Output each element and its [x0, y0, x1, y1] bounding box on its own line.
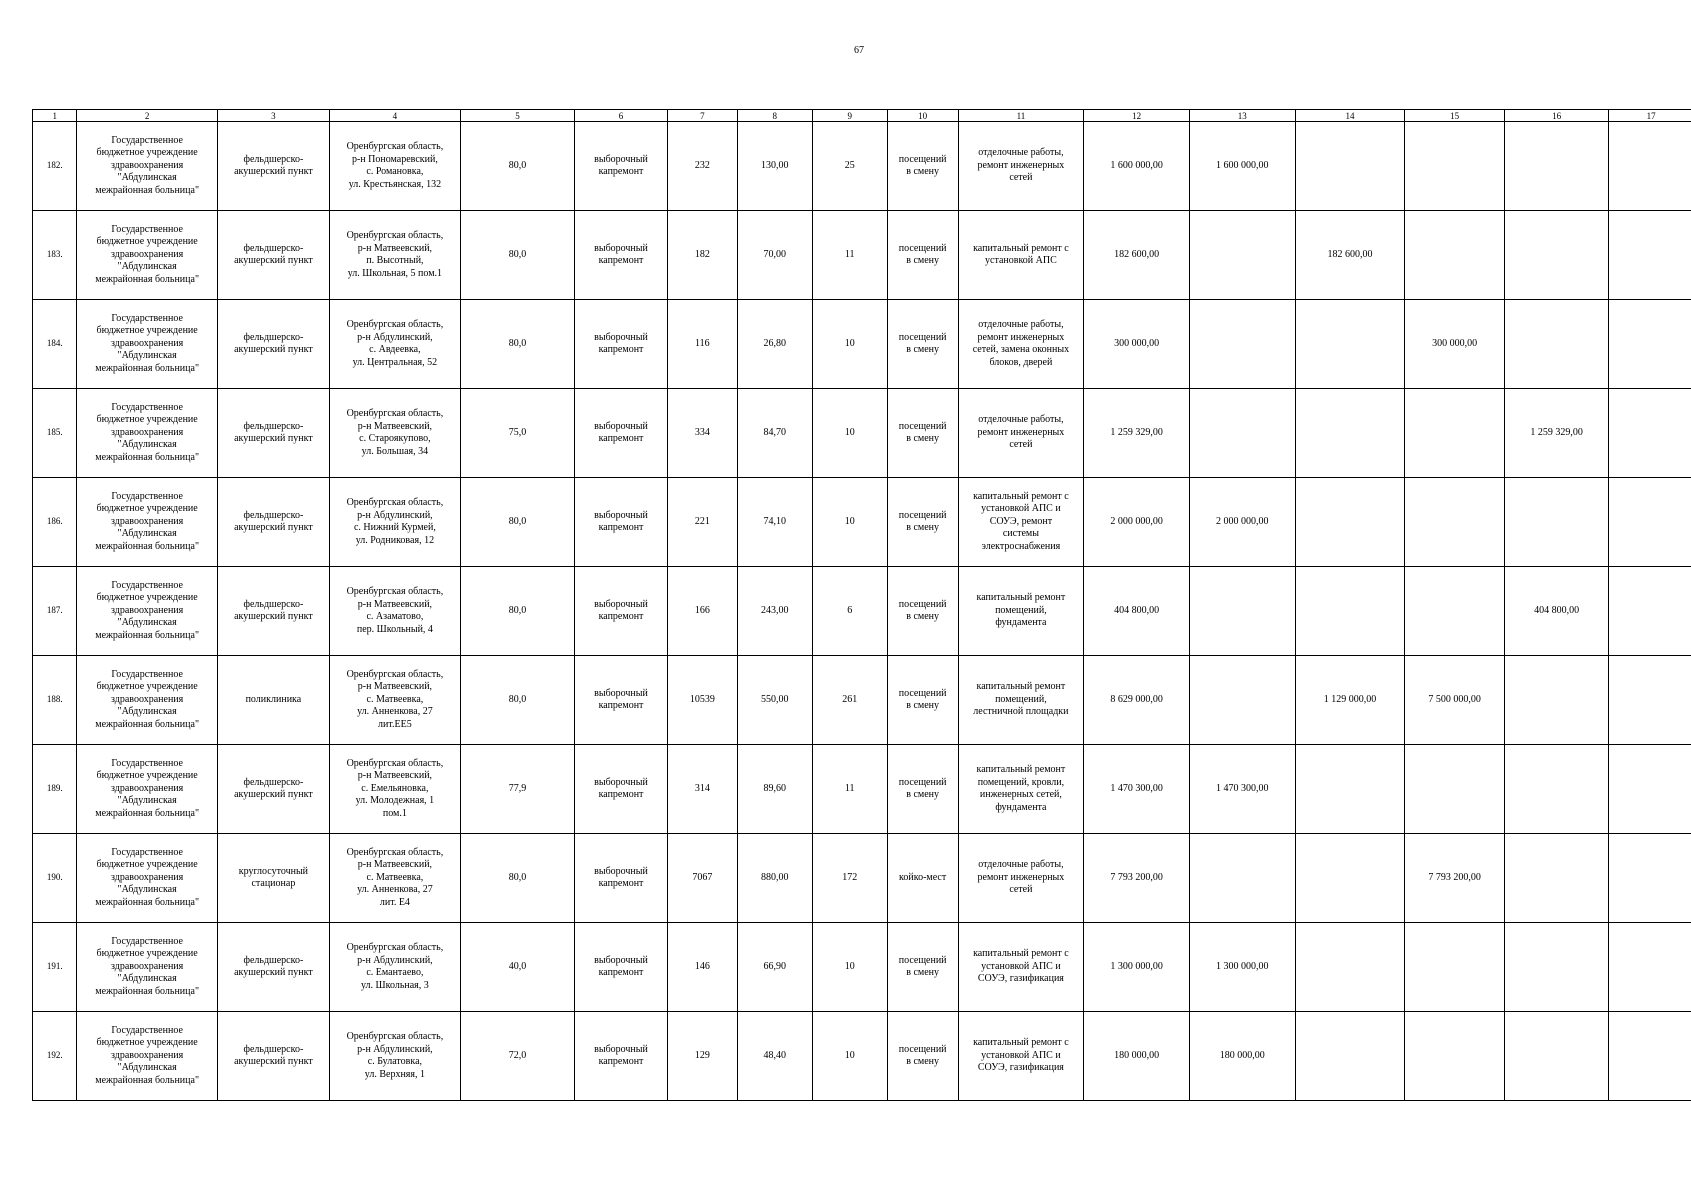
- year-cost-cell: [1504, 745, 1609, 834]
- total-cost-cell: 1 470 300,00: [1084, 745, 1190, 834]
- year-cost-cell: [1189, 300, 1295, 389]
- year-cost-cell: [1609, 300, 1691, 389]
- table-row: [33, 834, 1691, 923]
- area-cell: 89,60: [737, 745, 812, 834]
- wear-percent-cell: 72,0: [460, 1012, 574, 1101]
- year-cost-cell: [1504, 656, 1609, 745]
- year-cost-cell: [1295, 389, 1405, 478]
- year-cost-cell: [1405, 567, 1504, 656]
- total-cost-cell: 182 600,00: [1084, 211, 1190, 300]
- col7-value-cell: 146: [667, 923, 737, 1012]
- total-cost-cell: 180 000,00: [1084, 1012, 1190, 1101]
- capacity-cell: 172: [812, 834, 887, 923]
- row-number-cell: 190.: [33, 834, 77, 923]
- repair-register-table: [32, 109, 1691, 1101]
- year-cost-cell: [1295, 923, 1405, 1012]
- facility-type-cell: фельдшерско- акушерский пункт: [217, 923, 329, 1012]
- area-cell: 880,00: [737, 834, 812, 923]
- row-number-cell: 192.: [33, 1012, 77, 1101]
- year-cost-cell: [1504, 923, 1609, 1012]
- col7-value-cell: 334: [667, 389, 737, 478]
- col7-value-cell: 116: [667, 300, 737, 389]
- column-number: 15: [1405, 110, 1504, 122]
- area-cell: 74,10: [737, 478, 812, 567]
- capacity-cell: 10: [812, 478, 887, 567]
- column-number: 12: [1084, 110, 1190, 122]
- institution-cell: Государственное бюджетное учреждение здравоохранения "Абдулинская межрайонная больница": [77, 300, 218, 389]
- column-number: 2: [77, 110, 218, 122]
- wear-percent-cell: 77,9: [460, 745, 574, 834]
- year-cost-cell: [1504, 834, 1609, 923]
- row-number-cell: 188.: [33, 656, 77, 745]
- repair-type-cell: выборочный капремонт: [575, 1012, 668, 1101]
- col7-value-cell: 129: [667, 1012, 737, 1101]
- row-number-cell: 185.: [33, 389, 77, 478]
- year-cost-cell: 7 793 200,00: [1405, 834, 1504, 923]
- wear-percent-cell: 80,0: [460, 300, 574, 389]
- row-number-cell: 182.: [33, 122, 77, 211]
- works-description-cell: отделочные работы, ремонт инженерных сетей: [958, 389, 1084, 478]
- col7-value-cell: 182: [667, 211, 737, 300]
- institution-cell: Государственное бюджетное учреждение здравоохранения "Абдулинская межрайонная больница": [77, 923, 218, 1012]
- column-number: 14: [1295, 110, 1405, 122]
- col7-value-cell: 232: [667, 122, 737, 211]
- table-row: [33, 389, 1691, 478]
- table-row: [33, 567, 1691, 656]
- address-cell: Оренбургская область, р-н Абдулинский, с. Емантаево, ул. Школьная, 3: [329, 923, 460, 1012]
- capacity-cell: 11: [812, 211, 887, 300]
- works-description-cell: капитальный ремонт с установкой АПС и СОУЭ, газификация: [958, 1012, 1084, 1101]
- repair-type-cell: выборочный капремонт: [575, 300, 668, 389]
- year-cost-cell: [1609, 478, 1691, 567]
- column-number: 6: [575, 110, 668, 122]
- capacity-unit-cell: койко-мест: [887, 834, 958, 923]
- facility-type-cell: фельдшерско- акушерский пункт: [217, 300, 329, 389]
- col7-value-cell: 7067: [667, 834, 737, 923]
- column-number-row: [33, 110, 1691, 122]
- year-cost-cell: [1405, 122, 1504, 211]
- table-row: [33, 211, 1691, 300]
- capacity-cell: 261: [812, 656, 887, 745]
- address-cell: Оренбургская область, р-н Матвеевский, с. Староякупово, ул. Большая, 34: [329, 389, 460, 478]
- address-cell: Оренбургская область, р-н Абдулинский, с. Авдеевка, ул. Центральная, 52: [329, 300, 460, 389]
- institution-cell: Государственное бюджетное учреждение здравоохранения "Абдулинская межрайонная больница": [77, 211, 218, 300]
- repair-type-cell: выборочный капремонт: [575, 478, 668, 567]
- column-number: 9: [812, 110, 887, 122]
- year-cost-cell: [1504, 211, 1609, 300]
- area-cell: 48,40: [737, 1012, 812, 1101]
- institution-cell: Государственное бюджетное учреждение здравоохранения "Абдулинская межрайонная больница": [77, 478, 218, 567]
- year-cost-cell: 300 000,00: [1405, 300, 1504, 389]
- area-cell: 26,80: [737, 300, 812, 389]
- year-cost-cell: [1295, 478, 1405, 567]
- repair-type-cell: выборочный капремонт: [575, 745, 668, 834]
- year-cost-cell: [1189, 389, 1295, 478]
- year-cost-cell: 2 000 000,00: [1189, 478, 1295, 567]
- year-cost-cell: 1 470 300,00: [1189, 745, 1295, 834]
- wear-percent-cell: 80,0: [460, 567, 574, 656]
- works-description-cell: капитальный ремонт с установкой АПС и СОУЭ, газификация: [958, 923, 1084, 1012]
- address-cell: Оренбургская область, р-н Матвеевский, п. Высотный, ул. Школьная, 5 пом.1: [329, 211, 460, 300]
- institution-cell: Государственное бюджетное учреждение здравоохранения "Абдулинская межрайонная больница": [77, 834, 218, 923]
- year-cost-cell: [1189, 834, 1295, 923]
- column-number: 17: [1609, 110, 1691, 122]
- institution-cell: Государственное бюджетное учреждение здравоохранения "Абдулинская межрайонная больница": [77, 567, 218, 656]
- address-cell: Оренбургская область, р-н Абдулинский, с. Нижний Курмей, ул. Родниковая, 12: [329, 478, 460, 567]
- repair-type-cell: выборочный капремонт: [575, 389, 668, 478]
- wear-percent-cell: 75,0: [460, 389, 574, 478]
- year-cost-cell: [1504, 122, 1609, 211]
- year-cost-cell: [1405, 478, 1504, 567]
- year-cost-cell: 1 259 329,00: [1504, 389, 1609, 478]
- table-row: [33, 656, 1691, 745]
- year-cost-cell: [1295, 745, 1405, 834]
- capacity-cell: 10: [812, 389, 887, 478]
- year-cost-cell: [1609, 923, 1691, 1012]
- year-cost-cell: [1609, 211, 1691, 300]
- year-cost-cell: [1189, 567, 1295, 656]
- wear-percent-cell: 80,0: [460, 834, 574, 923]
- capacity-cell: 10: [812, 923, 887, 1012]
- year-cost-cell: 1 129 000,00: [1295, 656, 1405, 745]
- table-body: [33, 122, 1691, 1101]
- capacity-unit-cell: посещений в смену: [887, 478, 958, 567]
- facility-type-cell: фельдшерско- акушерский пункт: [217, 1012, 329, 1101]
- capacity-unit-cell: посещений в смену: [887, 745, 958, 834]
- table-row: [33, 1012, 1691, 1101]
- institution-cell: Государственное бюджетное учреждение здравоохранения "Абдулинская межрайонная больница": [77, 656, 218, 745]
- facility-type-cell: фельдшерско- акушерский пункт: [217, 389, 329, 478]
- page-number: 67: [854, 45, 864, 56]
- repair-type-cell: выборочный капремонт: [575, 834, 668, 923]
- table-row: [33, 923, 1691, 1012]
- address-cell: Оренбургская область, р-н Пономаревский, с. Романовка, ул. Крестьянская, 132: [329, 122, 460, 211]
- year-cost-cell: [1405, 211, 1504, 300]
- col7-value-cell: 166: [667, 567, 737, 656]
- year-cost-cell: [1295, 834, 1405, 923]
- area-cell: 70,00: [737, 211, 812, 300]
- table-row: [33, 300, 1691, 389]
- capacity-unit-cell: посещений в смену: [887, 122, 958, 211]
- year-cost-cell: 1 300 000,00: [1189, 923, 1295, 1012]
- wear-percent-cell: 80,0: [460, 122, 574, 211]
- total-cost-cell: 1 259 329,00: [1084, 389, 1190, 478]
- year-cost-cell: [1609, 1012, 1691, 1101]
- capacity-unit-cell: посещений в смену: [887, 923, 958, 1012]
- row-number-cell: 187.: [33, 567, 77, 656]
- year-cost-cell: 180 000,00: [1189, 1012, 1295, 1101]
- column-number: 8: [737, 110, 812, 122]
- year-cost-cell: 7 500 000,00: [1405, 656, 1504, 745]
- address-cell: Оренбургская область, р-н Абдулинский, с. Булатовка, ул. Верхняя, 1: [329, 1012, 460, 1101]
- repair-type-cell: выборочный капремонт: [575, 923, 668, 1012]
- row-number-cell: 186.: [33, 478, 77, 567]
- row-number-cell: 189.: [33, 745, 77, 834]
- institution-cell: Государственное бюджетное учреждение здравоохранения "Абдулинская межрайонная больница": [77, 1012, 218, 1101]
- repair-type-cell: выборочный капремонт: [575, 122, 668, 211]
- year-cost-cell: [1504, 478, 1609, 567]
- year-cost-cell: [1405, 1012, 1504, 1101]
- works-description-cell: капитальный ремонт помещений, кровли, инженерных сетей, фундамента: [958, 745, 1084, 834]
- column-number: 13: [1189, 110, 1295, 122]
- year-cost-cell: [1295, 300, 1405, 389]
- works-description-cell: отделочные работы, ремонт инженерных сетей, замена оконных блоков, дверей: [958, 300, 1084, 389]
- works-description-cell: капитальный ремонт помещений, фундамента: [958, 567, 1084, 656]
- year-cost-cell: [1295, 1012, 1405, 1101]
- facility-type-cell: фельдшерско- акушерский пункт: [217, 567, 329, 656]
- capacity-cell: 10: [812, 1012, 887, 1101]
- year-cost-cell: [1189, 211, 1295, 300]
- capacity-cell: 25: [812, 122, 887, 211]
- repair-type-cell: выборочный капремонт: [575, 211, 668, 300]
- col7-value-cell: 10539: [667, 656, 737, 745]
- year-cost-cell: [1609, 389, 1691, 478]
- capacity-unit-cell: посещений в смену: [887, 656, 958, 745]
- year-cost-cell: [1609, 122, 1691, 211]
- facility-type-cell: фельдшерско- акушерский пункт: [217, 122, 329, 211]
- area-cell: 84,70: [737, 389, 812, 478]
- institution-cell: Государственное бюджетное учреждение здравоохранения "Абдулинская межрайонная больница": [77, 745, 218, 834]
- institution-cell: Государственное бюджетное учреждение здравоохранения "Абдулинская межрайонная больница": [77, 122, 218, 211]
- works-description-cell: капитальный ремонт с установкой АПС и СОУЭ, ремонт системы электроснабжения: [958, 478, 1084, 567]
- column-number: 5: [460, 110, 574, 122]
- row-number-cell: 184.: [33, 300, 77, 389]
- year-cost-cell: [1504, 1012, 1609, 1101]
- area-cell: 130,00: [737, 122, 812, 211]
- works-description-cell: капитальный ремонт с установкой АПС: [958, 211, 1084, 300]
- year-cost-cell: [1295, 122, 1405, 211]
- address-cell: Оренбургская область, р-н Матвеевский, с. Матвеевка, ул. Анненкова, 27 лит. Е4: [329, 834, 460, 923]
- wear-percent-cell: 80,0: [460, 656, 574, 745]
- wear-percent-cell: 40,0: [460, 923, 574, 1012]
- capacity-unit-cell: посещений в смену: [887, 1012, 958, 1101]
- address-cell: Оренбургская область, р-н Матвеевский, с. Емельяновка, ул. Молодежная, 1 пом.1: [329, 745, 460, 834]
- year-cost-cell: 1 600 000,00: [1189, 122, 1295, 211]
- year-cost-cell: [1295, 567, 1405, 656]
- column-number: 3: [217, 110, 329, 122]
- total-cost-cell: 2 000 000,00: [1084, 478, 1190, 567]
- year-cost-cell: [1189, 656, 1295, 745]
- facility-type-cell: фельдшерско- акушерский пункт: [217, 211, 329, 300]
- column-number: 4: [329, 110, 460, 122]
- row-number-cell: 191.: [33, 923, 77, 1012]
- total-cost-cell: 1 600 000,00: [1084, 122, 1190, 211]
- repair-type-cell: выборочный капремонт: [575, 656, 668, 745]
- institution-cell: Государственное бюджетное учреждение здравоохранения "Абдулинская межрайонная больница": [77, 389, 218, 478]
- area-cell: 243,00: [737, 567, 812, 656]
- row-number-cell: 183.: [33, 211, 77, 300]
- table-row: [33, 478, 1691, 567]
- year-cost-cell: 404 800,00: [1504, 567, 1609, 656]
- col7-value-cell: 221: [667, 478, 737, 567]
- capacity-cell: 10: [812, 300, 887, 389]
- facility-type-cell: фельдшерско- акушерский пункт: [217, 745, 329, 834]
- facility-type-cell: фельдшерско- акушерский пункт: [217, 478, 329, 567]
- column-number: 7: [667, 110, 737, 122]
- column-number: 16: [1504, 110, 1609, 122]
- facility-type-cell: поликлиника: [217, 656, 329, 745]
- total-cost-cell: 8 629 000,00: [1084, 656, 1190, 745]
- area-cell: 66,90: [737, 923, 812, 1012]
- repair-type-cell: выборочный капремонт: [575, 567, 668, 656]
- area-cell: 550,00: [737, 656, 812, 745]
- year-cost-cell: [1405, 389, 1504, 478]
- column-number: 1: [33, 110, 77, 122]
- capacity-cell: 6: [812, 567, 887, 656]
- total-cost-cell: 404 800,00: [1084, 567, 1190, 656]
- capacity-unit-cell: посещений в смену: [887, 211, 958, 300]
- address-cell: Оренбургская область, р-н Матвеевский, с. Азаматово, пер. Школьный, 4: [329, 567, 460, 656]
- column-number: 11: [958, 110, 1084, 122]
- table-row: [33, 745, 1691, 834]
- year-cost-cell: [1405, 745, 1504, 834]
- total-cost-cell: 7 793 200,00: [1084, 834, 1190, 923]
- total-cost-cell: 300 000,00: [1084, 300, 1190, 389]
- address-cell: Оренбургская область, р-н Матвеевский, с. Матвеевка, ул. Анненкова, 27 лит.ЕЕ5: [329, 656, 460, 745]
- year-cost-cell: [1405, 923, 1504, 1012]
- capacity-cell: 11: [812, 745, 887, 834]
- year-cost-cell: [1609, 834, 1691, 923]
- works-description-cell: отделочные работы, ремонт инженерных сетей: [958, 834, 1084, 923]
- year-cost-cell: [1504, 300, 1609, 389]
- capacity-unit-cell: посещений в смену: [887, 300, 958, 389]
- works-description-cell: отделочные работы, ремонт инженерных сетей: [958, 122, 1084, 211]
- year-cost-cell: [1609, 745, 1691, 834]
- facility-type-cell: круглосуточный стационар: [217, 834, 329, 923]
- table-row: [33, 122, 1691, 211]
- column-number: 10: [887, 110, 958, 122]
- col7-value-cell: 314: [667, 745, 737, 834]
- year-cost-cell: 182 600,00: [1295, 211, 1405, 300]
- wear-percent-cell: 80,0: [460, 478, 574, 567]
- capacity-unit-cell: посещений в смену: [887, 567, 958, 656]
- year-cost-cell: [1609, 656, 1691, 745]
- works-description-cell: капитальный ремонт помещений, лестничной площадки: [958, 656, 1084, 745]
- wear-percent-cell: 80,0: [460, 211, 574, 300]
- year-cost-cell: [1609, 567, 1691, 656]
- capacity-unit-cell: посещений в смену: [887, 389, 958, 478]
- total-cost-cell: 1 300 000,00: [1084, 923, 1190, 1012]
